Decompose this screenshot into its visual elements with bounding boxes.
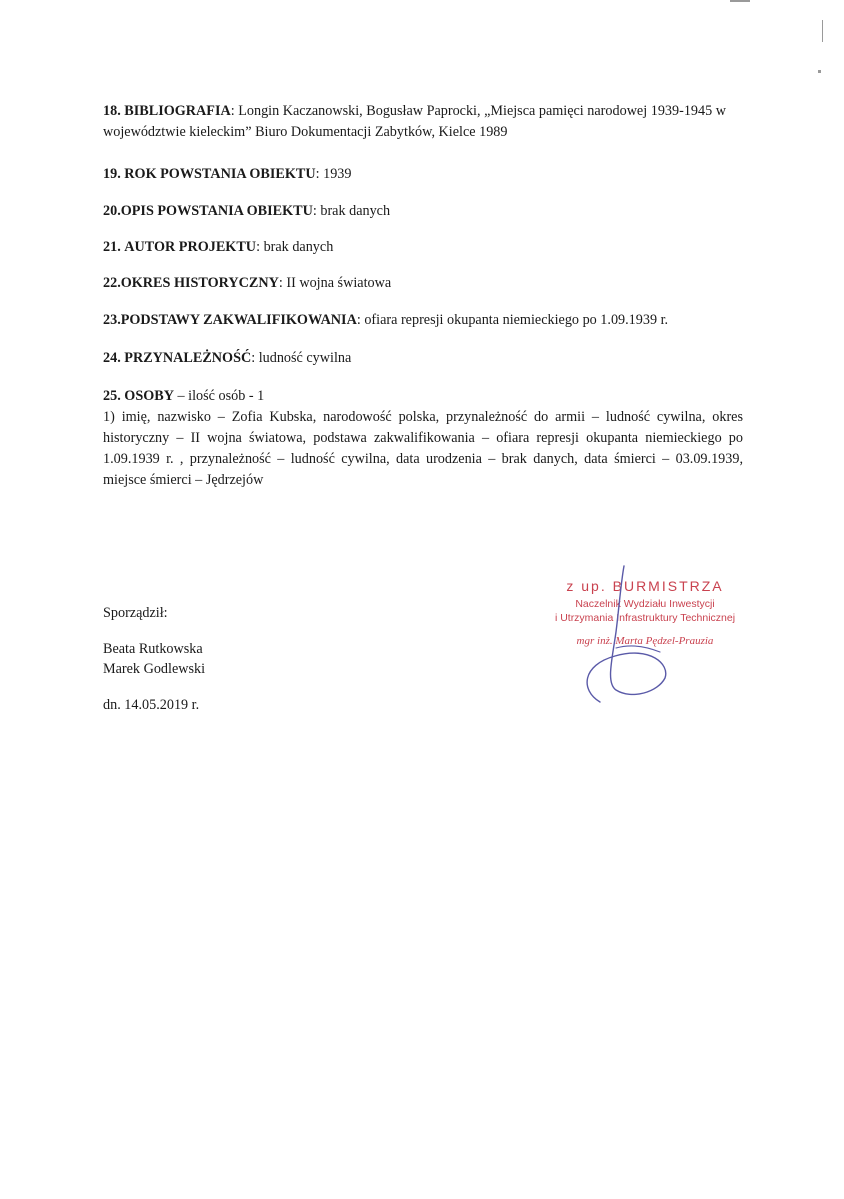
section-number: 20.: [103, 203, 121, 219]
section-18: [103, 101, 743, 143]
section-separator: :: [356, 312, 365, 328]
section-value: brak danych: [320, 203, 391, 219]
section-number: 21.: [103, 239, 121, 255]
section-20: [103, 201, 743, 222]
scan-artifact: [730, 0, 750, 2]
section-label: OKRES HISTORYCZNY: [120, 275, 279, 291]
section-separator: –: [173, 388, 189, 404]
section-number: 25.: [103, 388, 121, 404]
author-name: Beata Rutkowska: [103, 641, 203, 657]
stamp-line: i Utrzymania Infrastruktury Technicznej: [554, 612, 736, 624]
author-name: Marek Godlewski: [103, 661, 206, 677]
section-label: PRZYNALEŻNOŚĆ: [124, 350, 252, 366]
section-separator: :: [256, 239, 264, 255]
scan-artifact: [822, 20, 823, 42]
section-21: [103, 237, 743, 258]
handwritten-signature: [520, 560, 770, 710]
section-label: ROK POWSTANIA OBIEKTU: [124, 166, 316, 182]
section-24: [103, 348, 743, 369]
section-separator: :: [251, 350, 259, 366]
section-number: 24.: [103, 350, 121, 366]
stamp-line: Naczelnik Wydziału Inwestycji: [575, 598, 715, 610]
section-number: 22.: [103, 275, 121, 291]
section-value: 1939: [323, 166, 352, 182]
section-value: Longin Kaczanowski, Bogusław Paprocki, „Miejsca pamięci narodowej 1939-1945 w województwie kieleckim” Biuro Dokumentacji Zabytków, Kielce 1989: [103, 103, 726, 140]
section-separator: :: [278, 275, 287, 291]
document-date: dn. 14.05.2019 r.: [103, 697, 200, 713]
section-value: ilość osób - 1: [188, 388, 265, 404]
section-separator: :: [312, 203, 321, 219]
section-value: ofiara represji okupanta niemieckiego po 1.09.1939 r.: [364, 312, 669, 328]
section-label: PODSTAWY ZAKWALIFIKOWANIA: [120, 312, 357, 328]
person-entry: 1) imię, nazwisko – Zofia Kubska, narodowość polska, przynależność do armii – ludność cywilna, okres historyczny – II wojna światowa, podstawa zakwalifikowania – ofiara represji okupanta niemieckiego po 1.09.1939 r. , przynależność – ludność cywilna, data urodzenia – brak danych, data śmierci – 03.09.1939, miejsce śmierci – Jędrzejów: [103, 409, 743, 488]
section-25: [103, 386, 743, 407]
section-number: 19.: [103, 166, 121, 182]
scan-artifact: [818, 70, 821, 73]
stamp-line: mgr inż. Marta Pędzel-Prauzia: [576, 635, 714, 647]
stamp-line: z up. BURMISTRZA: [566, 578, 724, 594]
section-label: OPIS POWSTANIA OBIEKTU: [120, 203, 313, 219]
section-separator: :: [230, 103, 239, 119]
prepared-by-label: Sporządził:: [103, 605, 168, 621]
section-23: [103, 310, 743, 331]
section-label: OSOBY: [124, 388, 174, 404]
section-value: II wojna światowa: [286, 275, 392, 291]
section-22: [103, 273, 743, 294]
section-label: BIBLIOGRAFIA: [124, 103, 231, 119]
official-stamp: [520, 560, 770, 710]
section-number: 18.: [103, 103, 121, 119]
section-label: AUTOR PROJEKTU: [124, 239, 257, 255]
section-number: 23.: [103, 312, 121, 328]
section-19: [103, 164, 743, 185]
section-value: brak danych: [263, 239, 334, 255]
section-separator: :: [315, 166, 324, 182]
section-value: ludność cywilna: [258, 350, 352, 366]
